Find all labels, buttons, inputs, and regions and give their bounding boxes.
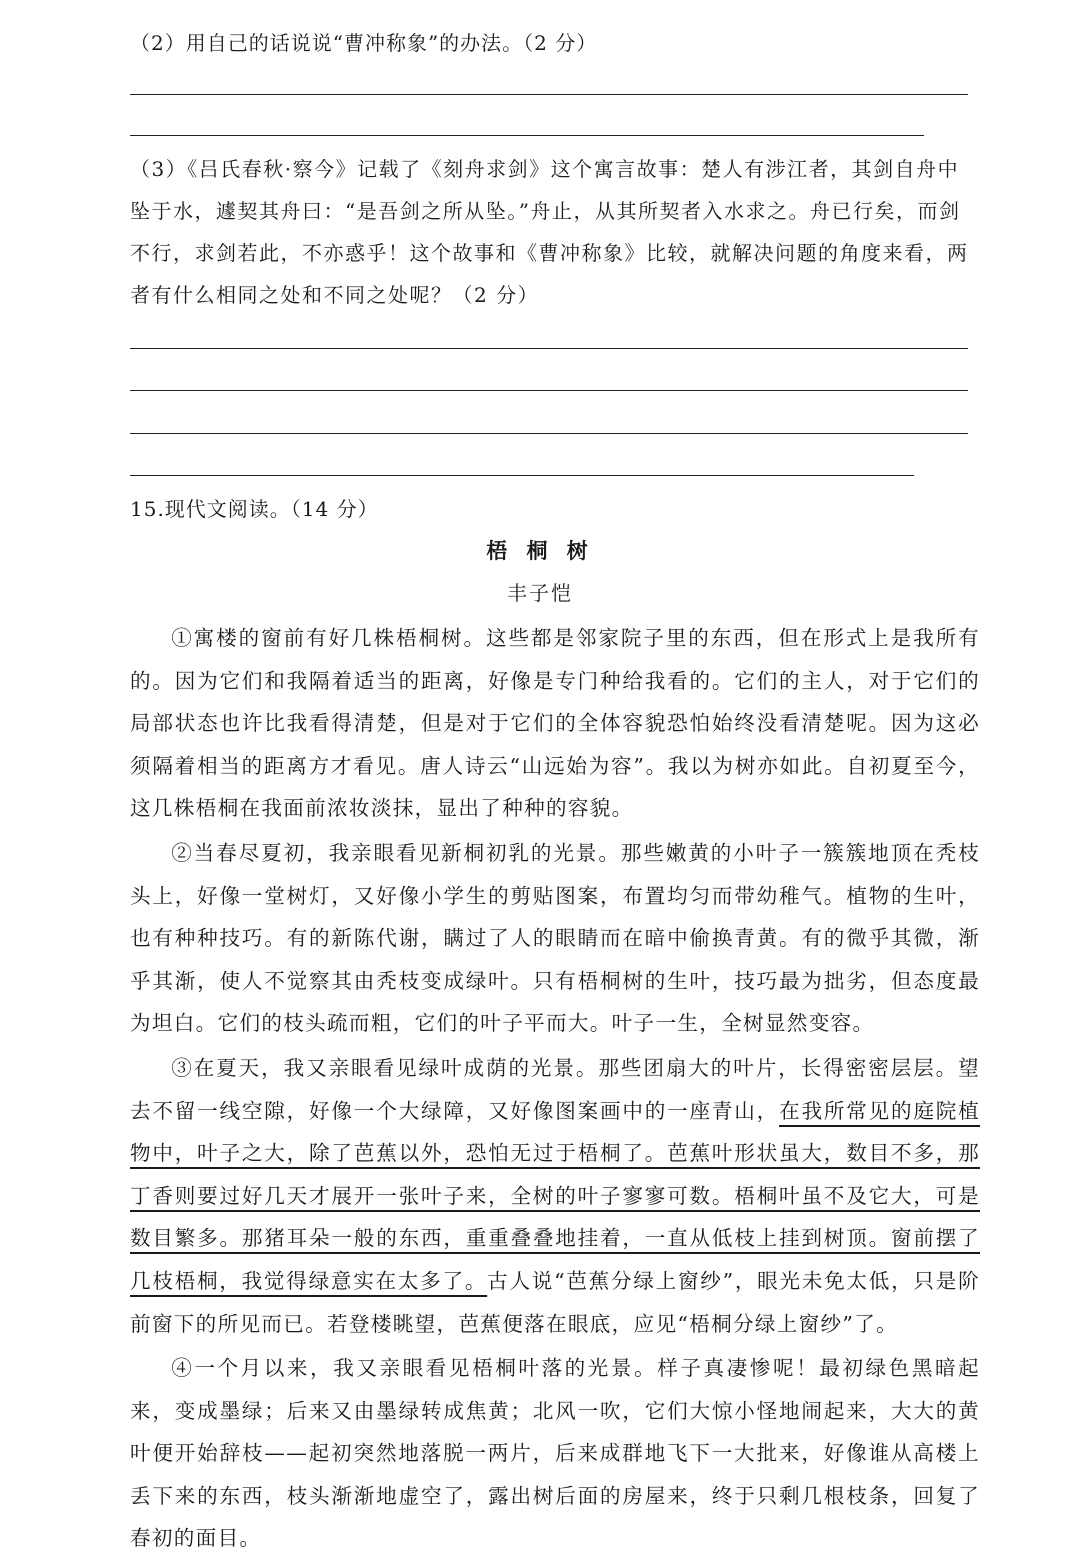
answer-line[interactable] xyxy=(130,94,968,95)
paragraph-3 xyxy=(130,1047,980,1345)
paragraph-3-end: 古人说“芭蕉分绿上窗纱”，眼光未免太低，只是阶前窗下的所见而已。若登楼眺望，芭蕉便落在眼底，应见“梧桐分绿上窗纱”了。 xyxy=(130,1268,980,1336)
question-2: （2）用自己的话说说“曹冲称象”的办法。（2 分） xyxy=(130,31,598,55)
question-3: （3）《吕氏春秋·察今》记载了《刻舟求剑》这个寓言故事：楚人有涉江者，其剑自舟中坠于水，遽契其舟曰：“是吾剑之所从坠。”舟止，从其所契者入水求之。舟已行矣，而剑不行，求剑若此，不亦惑乎！这个故事和《曹冲称象》比较，就解决问题的角度来看，两者有什么相同之处和不同之处呢？（2 分） xyxy=(130,157,969,307)
article-body xyxy=(130,617,980,1562)
answer-line[interactable] xyxy=(130,348,968,349)
paragraph-2: ②当春尽夏初，我亲眼看见新桐初乳的光景。那些嫩黄的小叶子一簇簇地顶在秃枝头上，好像一堂树灯，又好像小学生的剪贴图案，布置均匀而带幼稚气。植物的生叶，也有种种技巧。有的新陈代谢，瞒过了人的眼睛而在暗中偷换青黄。有的微乎其微，渐乎其渐，使人不觉察其由秃枝变成绿叶。只有梧桐树的生叶，技巧最为拙劣，但态度最为坦白。它们的枝头疏而粗，它们的叶子平而大。叶子一生，全树显然变容。 xyxy=(130,840,980,1036)
article-author: 丰子恺 xyxy=(507,581,573,605)
section-15-heading: 15.现代文阅读。（14 分） xyxy=(130,497,379,521)
paragraph-3-start: ③在夏天，我又亲眼看见绿叶成荫的光景。那些团扇大的叶片，长得密密层层。望去不留一线空隙，好像一个大绿障，又好像图案画中的一座青山， xyxy=(130,1055,980,1123)
paragraph-4: ④一个月以来，我又亲眼看见梧桐叶落的光景。样子真凄惨呢！最初绿色黑暗起来，变成墨绿；后来又由墨绿转成焦黄；北风一吹，它们大惊小怪地闹起来，大大的黄叶便开始辞枝——起初突然地落脱一两片，后来成群地飞下一大批来，好像谁从高楼上丢下来的东西，枝头渐渐地虚空了，露出树后面的房屋来，终于只剩几根枝条，回复了春初的面目。 xyxy=(130,1356,980,1551)
paragraph-3-underlined-passage: 在我所常见的庭院植物中，叶子之大，除了芭蕉以外，恐怕无过于梧桐了。芭蕉叶形状虽大，数目不多，那丁香则要过好几天才展开一张叶子来，全树的叶子寥寥可数。梧桐叶虽不及它大，可是数目繁多。那猪耳朵一般的东西，重重叠叠地挂着，一直从低枝上挂到树顶。窗前摆了几枝梧桐，我觉得绿意实在太多了。 xyxy=(130,1098,981,1293)
paragraph-1: ①寓楼的窗前有好几株梧桐树。这些都是邻家院子里的东西，但在形式上是我所有的。因为它们和我隔着适当的距离，好像是专门种给我看的。它们的主人，对于它们的局部状态也许比我看得清楚，但是对于它们的全体容貌恐怕始终没看清楚呢。因为这必须隔着相当的距离方才看见。唐人诗云“山远始为容”。我以为树亦如此。自初夏至今，这几株梧桐在我面前浓妆淡抹，显出了种种的容貌。 xyxy=(130,626,980,821)
answer-line[interactable] xyxy=(130,135,924,136)
answer-line[interactable] xyxy=(130,390,968,391)
answer-line[interactable] xyxy=(130,433,968,434)
article-title: 梧 桐 树 xyxy=(486,538,594,563)
answer-line[interactable] xyxy=(130,475,914,476)
